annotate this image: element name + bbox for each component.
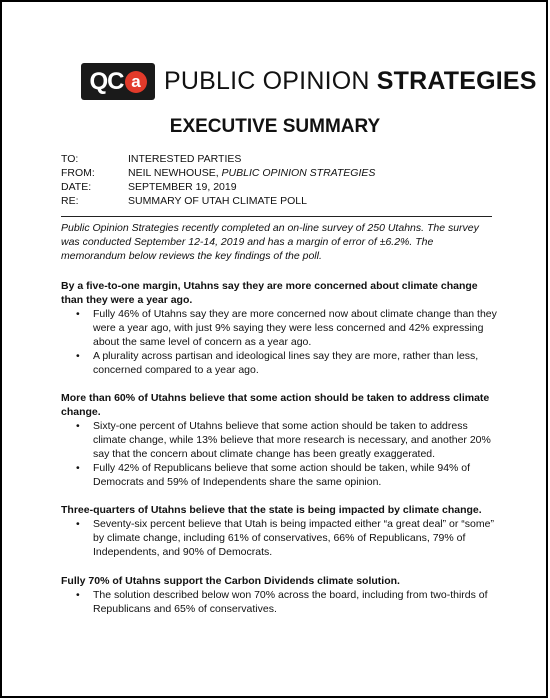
memo-to bbox=[61, 152, 375, 166]
bullet-item: • Fully 46% of Utahns say they are more concerned now about climate change than they were a year ago, with just 9% saying they were less concerned and 42% expressing about the same level of concern as a year ago. bbox=[93, 307, 501, 349]
section-action bbox=[61, 391, 501, 489]
bullet-item: • The solution described below won 70% across the board, including from two-thirds of Republicans and 65% of conservatives. bbox=[93, 588, 501, 616]
bullet-item: • Sixty-one percent of Utahns believe that some action should be taken to address climate change, while 13% believe that more research is necessary, and another 20% say that the concern about climate change has been greatly exaggerated. bbox=[93, 419, 501, 461]
bullet-list bbox=[61, 419, 501, 489]
section-concern bbox=[61, 279, 501, 377]
logo-mark-text: QC bbox=[89, 67, 124, 95]
section-heading: More than 60% of Utahns believe that some action should be taken to address climate change. bbox=[61, 392, 490, 418]
memo-date bbox=[61, 180, 375, 194]
bullet-item: • A plurality across partisan and ideological lines say they are more, rather than less, concerned compared to a year ago. bbox=[93, 349, 501, 377]
memo-date-label: DATE: bbox=[61, 181, 92, 193]
intro-paragraph: Public Opinion Strategies recently completed an on-line survey of 250 Utahns. The survey was conducted September 12-14, 2019 and has a margin of error of ±6.2%. The memorandum below reviews the key findings of the poll. bbox=[61, 222, 479, 262]
section-heading: Fully 70% of Utahns support the Carbon Dividends climate solution. bbox=[61, 575, 400, 587]
memo-from bbox=[61, 166, 375, 180]
memo-from-label: FROM: bbox=[61, 167, 95, 179]
section-carbon-dividends bbox=[61, 574, 501, 616]
brand-name-regular: PUBLIC OPINION bbox=[164, 67, 377, 95]
memo-from-org: PUBLIC OPINION STRATEGIES bbox=[221, 167, 376, 179]
logo-mark bbox=[81, 63, 155, 100]
memo-to-value: INTERESTED PARTIES bbox=[128, 153, 242, 165]
section-heading: By a five-to-one margin, Utahns say they are more concerned about climate change than they were a year ago. bbox=[61, 280, 478, 306]
brand-name bbox=[164, 67, 537, 96]
bullet-item: • Fully 42% of Republicans believe that some action should be taken, while 94% of Democrats and 59% of Independents share the same opinion. bbox=[93, 461, 501, 489]
logo-mark-letter: a bbox=[125, 71, 147, 93]
brand-name-bold: STRATEGIES bbox=[376, 67, 537, 95]
memo-date-value: SEPTEMBER 19, 2019 bbox=[128, 181, 237, 193]
memo-re-value: SUMMARY OF UTAH CLIMATE POLL bbox=[128, 195, 307, 207]
section-impact bbox=[61, 503, 501, 559]
header-divider bbox=[61, 216, 492, 217]
page-title: EXECUTIVE SUMMARY bbox=[169, 116, 381, 137]
memo-from-name: NEIL NEWHOUSE, bbox=[128, 167, 222, 179]
memo-header bbox=[61, 152, 375, 208]
bullet-list bbox=[61, 517, 501, 559]
bullet-item: • Seventy-six percent believe that Utah is being impacted either “a great deal” or “some” by climate change, including 61% of conservatives, 66% of Republicans, 79% of Independents, and 90% of Democrats. bbox=[93, 517, 501, 559]
section-heading: Three-quarters of Utahns believe that the state is being impacted by climate change. bbox=[61, 504, 482, 516]
bullet-list bbox=[61, 588, 501, 616]
logo bbox=[81, 63, 537, 100]
bullet-list bbox=[61, 307, 501, 377]
memo-to-label: TO: bbox=[61, 153, 79, 165]
memo-re-label: RE: bbox=[61, 195, 79, 207]
memo-re bbox=[61, 194, 375, 208]
